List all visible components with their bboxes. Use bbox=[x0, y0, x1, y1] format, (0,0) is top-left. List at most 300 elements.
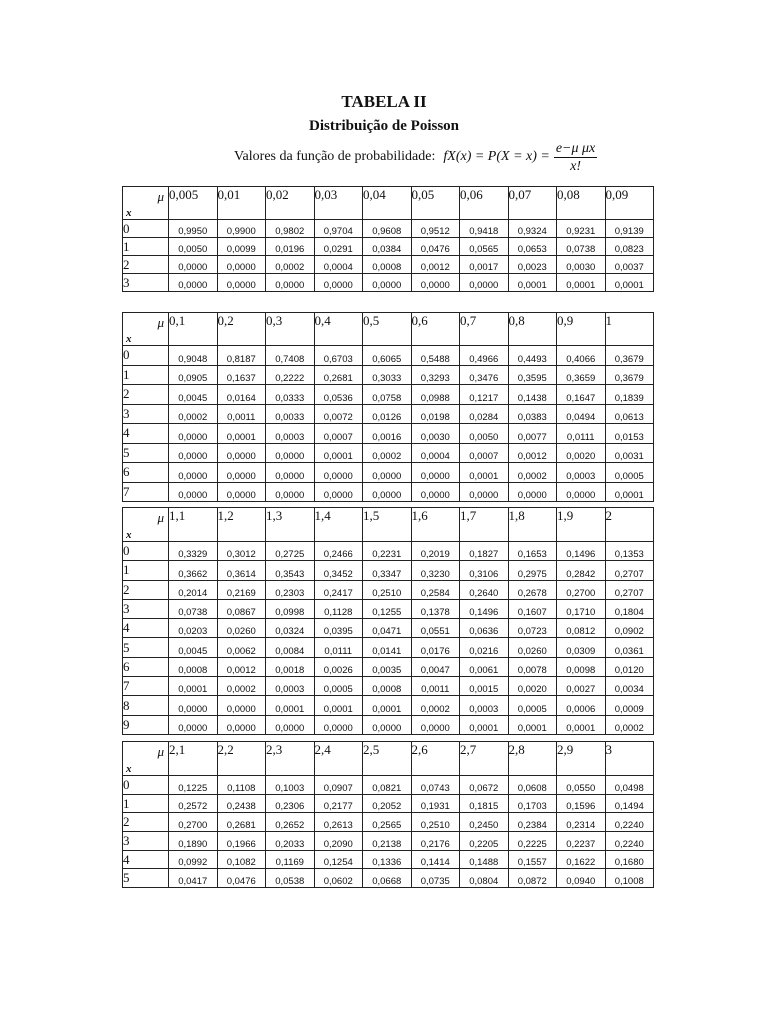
probability-cell: 0,1839 bbox=[605, 385, 654, 405]
probability-cell: 0,0000 bbox=[314, 274, 363, 292]
table-row bbox=[123, 274, 654, 292]
corner-cell bbox=[123, 508, 169, 542]
probability-cell: 0,4066 bbox=[557, 346, 606, 366]
mu-header: 0,9 bbox=[557, 313, 606, 346]
probability-cell: 0,2177 bbox=[314, 794, 363, 813]
probability-cell: 0,0000 bbox=[217, 463, 266, 483]
probability-cell: 0,0565 bbox=[460, 238, 509, 256]
probability-cell: 0,0602 bbox=[314, 869, 363, 888]
probability-cell: 0,0012 bbox=[508, 443, 557, 463]
probability-cell: 0,0027 bbox=[557, 677, 606, 696]
probability-cell: 0,0003 bbox=[460, 696, 509, 715]
probability-cell: 0,1494 bbox=[605, 794, 654, 813]
probability-cell: 0,2303 bbox=[266, 580, 315, 599]
probability-cell: 0,2652 bbox=[266, 813, 315, 832]
table-row bbox=[123, 850, 654, 869]
probability-cell: 0,1254 bbox=[314, 850, 363, 869]
probability-cell: 0,1607 bbox=[508, 599, 557, 618]
probability-cell: 0,0804 bbox=[460, 869, 509, 888]
poisson-table-3 bbox=[122, 507, 654, 735]
probability-cell: 0,0033 bbox=[266, 404, 315, 424]
probability-cell: 0,1653 bbox=[508, 542, 557, 561]
probability-cell: 0,2725 bbox=[266, 542, 315, 561]
probability-cell: 0,1225 bbox=[169, 776, 218, 795]
probability-cell: 0,1647 bbox=[557, 385, 606, 405]
probability-cell: 0,3595 bbox=[508, 365, 557, 385]
probability-cell: 0,0988 bbox=[411, 385, 460, 405]
probability-cell: 0,1622 bbox=[557, 850, 606, 869]
probability-cell: 0,0002 bbox=[605, 715, 654, 734]
mu-header: 3 bbox=[605, 742, 654, 776]
probability-cell: 0,0000 bbox=[217, 256, 266, 274]
probability-cell: 0,3659 bbox=[557, 365, 606, 385]
x-value: 2 bbox=[123, 256, 169, 274]
probability-cell: 0,0176 bbox=[411, 638, 460, 657]
probability-cell: 0,2205 bbox=[460, 832, 509, 851]
probability-cell: 0,1008 bbox=[605, 869, 654, 888]
probability-cell: 0,0015 bbox=[460, 677, 509, 696]
mu-header: 0,7 bbox=[460, 313, 509, 346]
probability-cell: 0,1255 bbox=[363, 599, 412, 618]
probability-cell: 0,0940 bbox=[557, 869, 606, 888]
probability-cell: 0,0608 bbox=[508, 776, 557, 795]
probability-cell: 0,0821 bbox=[363, 776, 412, 795]
probability-cell: 0,0111 bbox=[314, 638, 363, 657]
probability-cell: 0,0000 bbox=[169, 482, 218, 502]
mu-header: 1,1 bbox=[169, 508, 218, 542]
x-value: 1 bbox=[123, 561, 169, 580]
probability-cell: 0,1815 bbox=[460, 794, 509, 813]
mu-header: 2,1 bbox=[169, 742, 218, 776]
probability-cell: 0,0001 bbox=[169, 677, 218, 696]
table-row bbox=[123, 424, 654, 444]
mu-header: 2,9 bbox=[557, 742, 606, 776]
probability-cell: 0,0003 bbox=[266, 424, 315, 444]
probability-cell: 0,1710 bbox=[557, 599, 606, 618]
probability-cell: 0,0872 bbox=[508, 869, 557, 888]
probability-cell: 0,1496 bbox=[557, 542, 606, 561]
probability-cell: 0,9418 bbox=[460, 220, 509, 238]
probability-cell: 0,0111 bbox=[557, 424, 606, 444]
probability-cell: 0,0050 bbox=[169, 238, 218, 256]
x-label: x bbox=[126, 333, 132, 345]
probability-cell: 0,1637 bbox=[217, 365, 266, 385]
probability-cell: 0,9608 bbox=[363, 220, 412, 238]
table-row bbox=[123, 238, 654, 256]
probability-cell: 0,0333 bbox=[266, 385, 315, 405]
table-row bbox=[123, 813, 654, 832]
probability-cell: 0,1966 bbox=[217, 832, 266, 851]
probability-cell: 0,2231 bbox=[363, 542, 412, 561]
mu-header: 1,9 bbox=[557, 508, 606, 542]
probability-cell: 0,0000 bbox=[169, 443, 218, 463]
probability-cell: 0,0008 bbox=[363, 677, 412, 696]
probability-cell: 0,0000 bbox=[314, 463, 363, 483]
probability-cell: 0,0494 bbox=[557, 404, 606, 424]
probability-cell: 0,1169 bbox=[266, 850, 315, 869]
probability-cell: 0,1217 bbox=[460, 385, 509, 405]
mu-header: 2,2 bbox=[217, 742, 266, 776]
probability-cell: 0,0062 bbox=[217, 638, 266, 657]
probability-cell: 0,1003 bbox=[266, 776, 315, 795]
probability-cell: 0,0000 bbox=[460, 482, 509, 502]
probability-cell: 0,0018 bbox=[266, 657, 315, 676]
x-value: 5 bbox=[123, 638, 169, 657]
probability-cell: 0,2613 bbox=[314, 813, 363, 832]
probability-cell: 0,0045 bbox=[169, 385, 218, 405]
probability-cell: 0,0002 bbox=[266, 256, 315, 274]
probability-cell: 0,3329 bbox=[169, 542, 218, 561]
x-value: 5 bbox=[123, 869, 169, 888]
probability-cell: 0,0020 bbox=[557, 443, 606, 463]
probability-cell: 0,2678 bbox=[508, 580, 557, 599]
probability-cell: 0,0141 bbox=[363, 638, 412, 657]
mu-header: 2,7 bbox=[460, 742, 509, 776]
probability-cell: 0,9231 bbox=[557, 220, 606, 238]
probability-cell: 0,2138 bbox=[363, 832, 412, 851]
probability-cell: 0,2237 bbox=[557, 832, 606, 851]
mu-header: 0,1 bbox=[169, 313, 218, 346]
probability-cell: 0,0998 bbox=[266, 599, 315, 618]
x-value: 1 bbox=[123, 365, 169, 385]
probability-cell: 0,1827 bbox=[460, 542, 509, 561]
probability-cell: 0,0000 bbox=[169, 463, 218, 483]
probability-cell: 0,1557 bbox=[508, 850, 557, 869]
page-subtitle: Distribuição de Poisson bbox=[308, 118, 459, 134]
probability-cell: 0,0812 bbox=[557, 619, 606, 638]
probability-cell: 0,3293 bbox=[411, 365, 460, 385]
x-value: 4 bbox=[123, 850, 169, 869]
probability-cell: 0,0001 bbox=[605, 482, 654, 502]
mu-header: 1,7 bbox=[460, 508, 509, 542]
probability-cell: 0,0738 bbox=[169, 599, 218, 618]
probability-cell: 0,0000 bbox=[314, 715, 363, 734]
mu-header: 0,07 bbox=[508, 187, 557, 220]
probability-cell: 0,0000 bbox=[557, 482, 606, 502]
probability-cell: 0,0008 bbox=[363, 256, 412, 274]
mu-header: 2,3 bbox=[266, 742, 315, 776]
probability-cell: 0,0061 bbox=[460, 657, 509, 676]
probability-cell: 0,0000 bbox=[266, 274, 315, 292]
table-row bbox=[123, 638, 654, 657]
probability-cell: 0,0011 bbox=[411, 677, 460, 696]
probability-cell: 0,0001 bbox=[508, 274, 557, 292]
probability-cell: 0,0001 bbox=[605, 274, 654, 292]
probability-cell: 0,2240 bbox=[605, 813, 654, 832]
probability-cell: 0,0476 bbox=[217, 869, 266, 888]
probability-cell: 0,3614 bbox=[217, 561, 266, 580]
probability-cell: 0,0000 bbox=[169, 715, 218, 734]
formula-denominator: x! bbox=[570, 158, 581, 174]
probability-cell: 0,0538 bbox=[266, 869, 315, 888]
poisson-table-2 bbox=[122, 312, 654, 502]
probability-cell: 0,0006 bbox=[557, 696, 606, 715]
table-header-row bbox=[123, 508, 654, 542]
probability-cell: 0,0002 bbox=[363, 443, 412, 463]
probability-cell: 0,2572 bbox=[169, 794, 218, 813]
probability-cell: 0,3476 bbox=[460, 365, 509, 385]
probability-cell: 0,0005 bbox=[314, 677, 363, 696]
formula-label: Valores da função de probabilidade: bbox=[234, 149, 436, 164]
probability-cell: 0,0867 bbox=[217, 599, 266, 618]
probability-cell: 0,2090 bbox=[314, 832, 363, 851]
probability-cell: 0,9950 bbox=[169, 220, 218, 238]
probability-cell: 0,0498 bbox=[605, 776, 654, 795]
probability-cell: 0,0000 bbox=[169, 424, 218, 444]
probability-cell: 0,1082 bbox=[217, 850, 266, 869]
mu-header: 0,8 bbox=[508, 313, 557, 346]
x-value: 8 bbox=[123, 696, 169, 715]
mu-header: 0,09 bbox=[605, 187, 654, 220]
probability-cell: 0,4493 bbox=[508, 346, 557, 366]
probability-cell: 0,9512 bbox=[411, 220, 460, 238]
probability-cell: 0,1804 bbox=[605, 599, 654, 618]
x-value: 0 bbox=[123, 220, 169, 238]
probability-cell: 0,2169 bbox=[217, 580, 266, 599]
probability-cell: 0,2176 bbox=[411, 832, 460, 851]
corner-cell bbox=[123, 187, 169, 220]
table-row bbox=[123, 385, 654, 405]
probability-cell: 0,0001 bbox=[557, 715, 606, 734]
mu-header: 1,6 bbox=[411, 508, 460, 542]
probability-cell: 0,2700 bbox=[557, 580, 606, 599]
probability-cell: 0,0471 bbox=[363, 619, 412, 638]
probability-cell: 0,2384 bbox=[508, 813, 557, 832]
probability-cell: 0,0007 bbox=[460, 443, 509, 463]
probability-cell: 0,0012 bbox=[411, 256, 460, 274]
probability-cell: 0,2681 bbox=[314, 365, 363, 385]
probability-cell: 0,0536 bbox=[314, 385, 363, 405]
mu-header: 1,2 bbox=[217, 508, 266, 542]
x-value: 6 bbox=[123, 657, 169, 676]
mu-header: 0,03 bbox=[314, 187, 363, 220]
probability-cell: 0,6065 bbox=[363, 346, 412, 366]
probability-cell: 0,2466 bbox=[314, 542, 363, 561]
mu-header: 2,8 bbox=[508, 742, 557, 776]
x-value: 4 bbox=[123, 424, 169, 444]
probability-cell: 0,0000 bbox=[217, 696, 266, 715]
probability-cell: 0,0000 bbox=[217, 715, 266, 734]
probability-cell: 0,2842 bbox=[557, 561, 606, 580]
probability-cell: 0,6703 bbox=[314, 346, 363, 366]
probability-cell: 0,2510 bbox=[411, 813, 460, 832]
mu-header: 1,8 bbox=[508, 508, 557, 542]
mu-header: 0,05 bbox=[411, 187, 460, 220]
x-value: 7 bbox=[123, 482, 169, 502]
mu-header: 2,4 bbox=[314, 742, 363, 776]
probability-cell: 0,0383 bbox=[508, 404, 557, 424]
table-row bbox=[123, 346, 654, 366]
probability-cell: 0,9139 bbox=[605, 220, 654, 238]
probability-cell: 0,0000 bbox=[169, 274, 218, 292]
table-header-row bbox=[123, 313, 654, 346]
probability-cell: 0,1128 bbox=[314, 599, 363, 618]
mu-header: 2,5 bbox=[363, 742, 412, 776]
probability-cell: 0,0164 bbox=[217, 385, 266, 405]
probability-cell: 0,0907 bbox=[314, 776, 363, 795]
probability-cell: 0,9048 bbox=[169, 346, 218, 366]
mu-label: μ bbox=[157, 189, 164, 204]
x-value: 5 bbox=[123, 443, 169, 463]
probability-cell: 0,0002 bbox=[217, 677, 266, 696]
probability-cell: 0,0017 bbox=[460, 256, 509, 274]
mu-header: 0,04 bbox=[363, 187, 412, 220]
probability-cell: 0,0004 bbox=[411, 443, 460, 463]
probability-cell: 0,0384 bbox=[363, 238, 412, 256]
mu-label: μ bbox=[157, 510, 164, 525]
probability-cell: 0,0000 bbox=[314, 482, 363, 502]
probability-cell: 0,0000 bbox=[411, 274, 460, 292]
table-row bbox=[123, 696, 654, 715]
probability-cell: 0,0050 bbox=[460, 424, 509, 444]
mu-header: 1,4 bbox=[314, 508, 363, 542]
x-value: 0 bbox=[123, 346, 169, 366]
probability-cell: 0,0000 bbox=[266, 715, 315, 734]
probability-cell: 0,0672 bbox=[460, 776, 509, 795]
mu-header: 0,3 bbox=[266, 313, 315, 346]
probability-cell: 0,0743 bbox=[411, 776, 460, 795]
probability-cell: 0,0260 bbox=[217, 619, 266, 638]
probability-cell: 0,0026 bbox=[314, 657, 363, 676]
probability-cell: 0,0005 bbox=[508, 696, 557, 715]
table-header-row bbox=[123, 742, 654, 776]
table-row bbox=[123, 715, 654, 734]
probability-cell: 0,0395 bbox=[314, 619, 363, 638]
table-row bbox=[123, 482, 654, 502]
probability-cell: 0,2417 bbox=[314, 580, 363, 599]
probability-cell: 0,0550 bbox=[557, 776, 606, 795]
mu-label: μ bbox=[157, 315, 164, 330]
probability-cell: 0,1596 bbox=[557, 794, 606, 813]
probability-cell: 0,2225 bbox=[508, 832, 557, 851]
probability-cell: 0,3012 bbox=[217, 542, 266, 561]
probability-cell: 0,1336 bbox=[363, 850, 412, 869]
probability-cell: 0,3679 bbox=[605, 346, 654, 366]
table-row bbox=[123, 869, 654, 888]
probability-cell: 0,0905 bbox=[169, 365, 218, 385]
x-value: 3 bbox=[123, 832, 169, 851]
probability-cell: 0,0203 bbox=[169, 619, 218, 638]
probability-cell: 0,3452 bbox=[314, 561, 363, 580]
x-label: x bbox=[126, 207, 132, 219]
probability-cell: 0,3662 bbox=[169, 561, 218, 580]
probability-cell: 0,2510 bbox=[363, 580, 412, 599]
x-value: 2 bbox=[123, 385, 169, 405]
probability-cell: 0,2565 bbox=[363, 813, 412, 832]
probability-cell: 0,1931 bbox=[411, 794, 460, 813]
probability-cell: 0,0001 bbox=[460, 715, 509, 734]
probability-cell: 0,0023 bbox=[508, 256, 557, 274]
x-value: 2 bbox=[123, 580, 169, 599]
mu-header: 1,3 bbox=[266, 508, 315, 542]
probability-cell: 0,1353 bbox=[605, 542, 654, 561]
probability-cell: 0,0000 bbox=[217, 274, 266, 292]
probability-cell: 0,0003 bbox=[266, 677, 315, 696]
probability-cell: 0,0016 bbox=[363, 424, 412, 444]
probability-cell: 0,4966 bbox=[460, 346, 509, 366]
x-value: 4 bbox=[123, 619, 169, 638]
probability-cell: 0,0000 bbox=[217, 482, 266, 502]
table-row bbox=[123, 256, 654, 274]
probability-cell: 0,0309 bbox=[557, 638, 606, 657]
mu-header: 0,2 bbox=[217, 313, 266, 346]
probability-cell: 0,2438 bbox=[217, 794, 266, 813]
table-row bbox=[123, 794, 654, 813]
probability-cell: 0,1488 bbox=[460, 850, 509, 869]
table-row bbox=[123, 619, 654, 638]
probability-cell: 0,0045 bbox=[169, 638, 218, 657]
probability-cell: 0,0000 bbox=[411, 715, 460, 734]
x-value: 0 bbox=[123, 776, 169, 795]
probability-cell: 0,0000 bbox=[363, 463, 412, 483]
probability-cell: 0,0636 bbox=[460, 619, 509, 638]
probability-cell: 0,2014 bbox=[169, 580, 218, 599]
probability-cell: 0,2240 bbox=[605, 832, 654, 851]
table-row bbox=[123, 542, 654, 561]
probability-cell: 0,0001 bbox=[314, 696, 363, 715]
probability-cell: 0,1680 bbox=[605, 850, 654, 869]
probability-cell: 0,0551 bbox=[411, 619, 460, 638]
mu-header: 0,08 bbox=[557, 187, 606, 220]
probability-cell: 0,0000 bbox=[363, 482, 412, 502]
probability-cell: 0,0009 bbox=[605, 696, 654, 715]
probability-cell: 0,7408 bbox=[266, 346, 315, 366]
formula-numerator: e−μ μx bbox=[555, 140, 596, 156]
table-row bbox=[123, 561, 654, 580]
x-value: 6 bbox=[123, 463, 169, 483]
x-value: 3 bbox=[123, 404, 169, 424]
probability-cell: 0,2584 bbox=[411, 580, 460, 599]
mu-header: 2 bbox=[605, 508, 654, 542]
probability-cell: 0,0284 bbox=[460, 404, 509, 424]
probability-cell: 0,0000 bbox=[169, 696, 218, 715]
probability-cell: 0,3347 bbox=[363, 561, 412, 580]
probability-cell: 0,0077 bbox=[508, 424, 557, 444]
mu-header: 0,5 bbox=[363, 313, 412, 346]
probability-cell: 0,0035 bbox=[363, 657, 412, 676]
probability-cell: 0,0000 bbox=[460, 274, 509, 292]
corner-cell bbox=[123, 313, 169, 346]
probability-cell: 0,1890 bbox=[169, 832, 218, 851]
probability-cell: 0,0001 bbox=[508, 715, 557, 734]
probability-cell: 0,0098 bbox=[557, 657, 606, 676]
probability-cell: 0,0078 bbox=[508, 657, 557, 676]
probability-cell: 0,0260 bbox=[508, 638, 557, 657]
x-value: 3 bbox=[123, 599, 169, 618]
probability-cell: 0,0034 bbox=[605, 677, 654, 696]
probability-cell: 0,0417 bbox=[169, 869, 218, 888]
probability-cell: 0,2975 bbox=[508, 561, 557, 580]
probability-cell: 0,0000 bbox=[266, 463, 315, 483]
probability-cell: 0,0004 bbox=[314, 256, 363, 274]
probability-cell: 0,0012 bbox=[217, 657, 266, 676]
probability-cell: 0,2700 bbox=[169, 813, 218, 832]
probability-cell: 0,0030 bbox=[557, 256, 606, 274]
probability-cell: 0,2450 bbox=[460, 813, 509, 832]
probability-cell: 0,3679 bbox=[605, 365, 654, 385]
page-title: TABELA II bbox=[341, 92, 427, 111]
probability-cell: 0,2222 bbox=[266, 365, 315, 385]
probability-cell: 0,0072 bbox=[314, 404, 363, 424]
x-value: 7 bbox=[123, 677, 169, 696]
probability-cell: 0,0001 bbox=[266, 696, 315, 715]
probability-cell: 0,1703 bbox=[508, 794, 557, 813]
probability-cell: 0,2314 bbox=[557, 813, 606, 832]
table-row bbox=[123, 404, 654, 424]
probability-cell: 0,0758 bbox=[363, 385, 412, 405]
mu-header: 0,6 bbox=[411, 313, 460, 346]
table-row bbox=[123, 365, 654, 385]
